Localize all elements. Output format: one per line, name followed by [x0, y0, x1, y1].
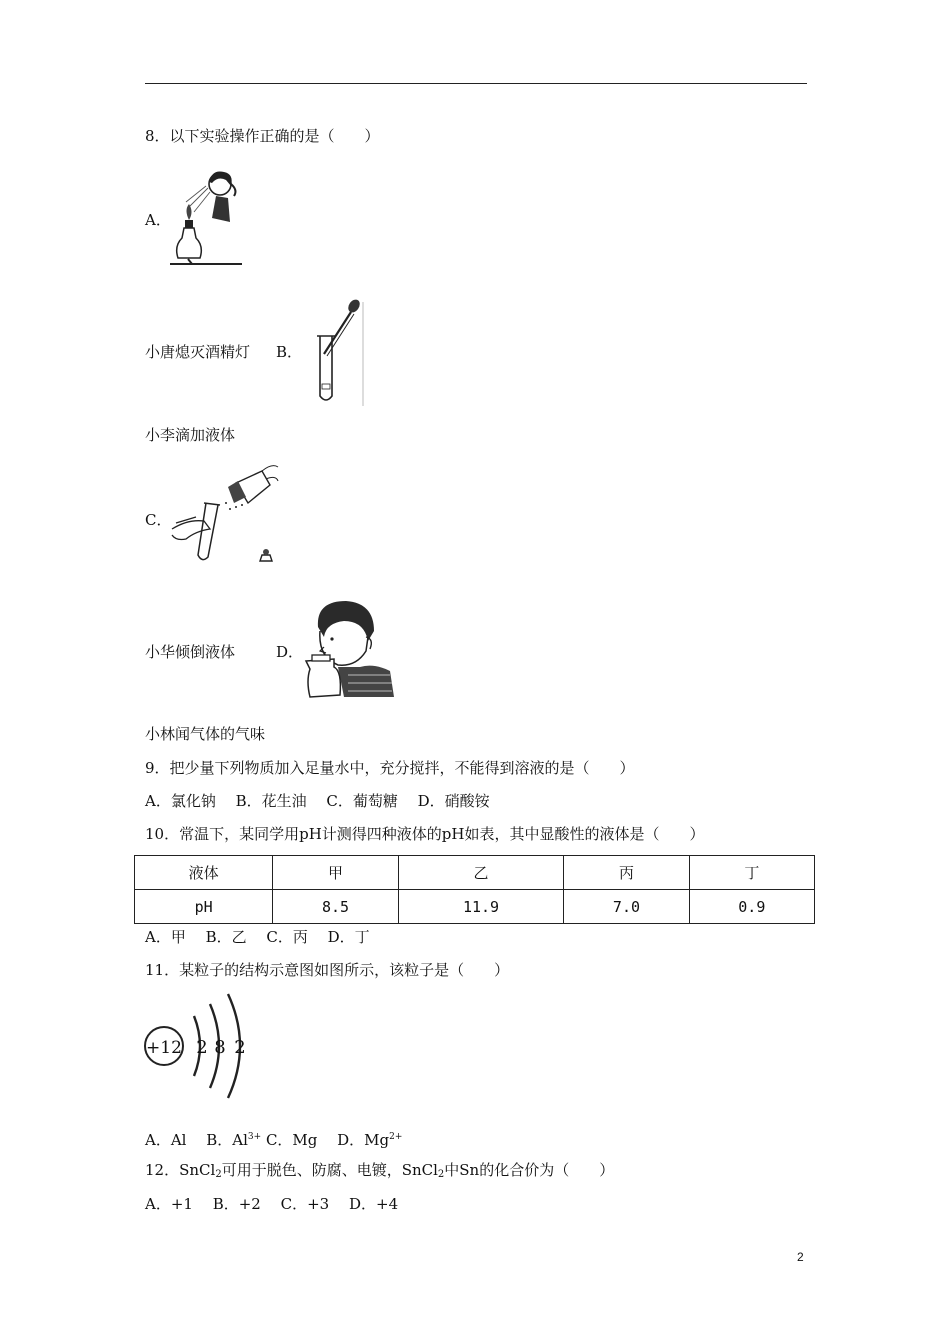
q12-text-2: 可用于脱色、防腐、电镀，SnCl — [221, 1161, 438, 1179]
q11-options — [145, 1127, 402, 1150]
page-number: 2 — [797, 1250, 804, 1264]
q8-option-a-label: A． — [145, 211, 171, 229]
nucleus-charge: +12 — [146, 1038, 182, 1058]
table-cell: 11.9 — [398, 890, 564, 924]
q8-option-c-label: C． — [145, 511, 172, 529]
q8-option-b-label: B． — [276, 343, 303, 361]
shell-electrons-1: 2 — [196, 1037, 208, 1058]
q12-subscript-1: 2 — [215, 1169, 222, 1180]
q8-option-d-label: D． — [276, 643, 304, 661]
figure-smell-gas — [304, 597, 396, 701]
q11-option-c-d: C．Mg D．Mg — [261, 1131, 390, 1149]
table-cell: 丁 — [689, 856, 814, 890]
table-cell: 丙 — [564, 856, 689, 890]
al-charge: 3+ — [247, 1132, 262, 1142]
table-cell: pH — [135, 890, 273, 924]
q12-text-3: 中Sn的化合价为（ ） — [444, 1161, 615, 1179]
table-row — [135, 890, 815, 924]
atomic-structure-diagram — [142, 990, 257, 1102]
q8-caption-b: 小李滴加液体 — [145, 426, 236, 444]
table-header-row — [135, 856, 815, 890]
q12-stem — [145, 1160, 614, 1185]
header-rule — [145, 83, 807, 84]
figure-dropper-test-tube — [307, 296, 371, 408]
q8-stem: 8．以下实验操作正确的是（ ） — [145, 127, 380, 145]
ph-table — [134, 855, 815, 924]
figure-pour-liquid — [166, 463, 280, 567]
q10-stem: 10．常温下，某同学用pH计测得四种液体的pH如表，其中显酸性的液体是（ ） — [145, 825, 705, 843]
q11-option-a-b: A．Al B．Al — [145, 1131, 248, 1149]
table-cell: 0.9 — [689, 890, 814, 924]
q12-subscript-2: 2 — [437, 1169, 445, 1180]
q12-text-1: 12．SnCl — [145, 1161, 216, 1179]
q8-caption-a: 小唐熄灭酒精灯 — [145, 343, 251, 361]
q11-stem: 11．某粒子的结构示意图如图所示，该粒子是（ ） — [145, 961, 510, 979]
figure-extinguish-lamp — [168, 166, 246, 270]
shell-electrons-3: 2 — [234, 1037, 246, 1058]
table-cell: 甲 — [273, 856, 398, 890]
mg-charge: 2+ — [389, 1132, 403, 1142]
q8-caption-c: 小华倾倒液体 — [145, 643, 236, 661]
q9-stem: 9．把少量下列物质加入足量水中，充分搅拌，不能得到溶液的是（ ） — [145, 759, 635, 777]
table-cell: 乙 — [398, 856, 564, 890]
table-cell: 液体 — [135, 856, 273, 890]
q9-options: A．氯化钠 B．花生油 C．葡萄糖 D．硝酸铵 — [145, 792, 490, 810]
q10-options: A．甲 B．乙 C．丙 D．丁 — [145, 928, 370, 946]
q12-options: A．+1 B．+2 C．+3 D．+4 — [145, 1195, 399, 1213]
q8-caption-d: 小林闻气体的气味 — [145, 725, 266, 743]
shell-electrons-2: 8 — [214, 1037, 226, 1058]
table-cell: 7.0 — [564, 890, 689, 924]
table-cell: 8.5 — [273, 890, 398, 924]
